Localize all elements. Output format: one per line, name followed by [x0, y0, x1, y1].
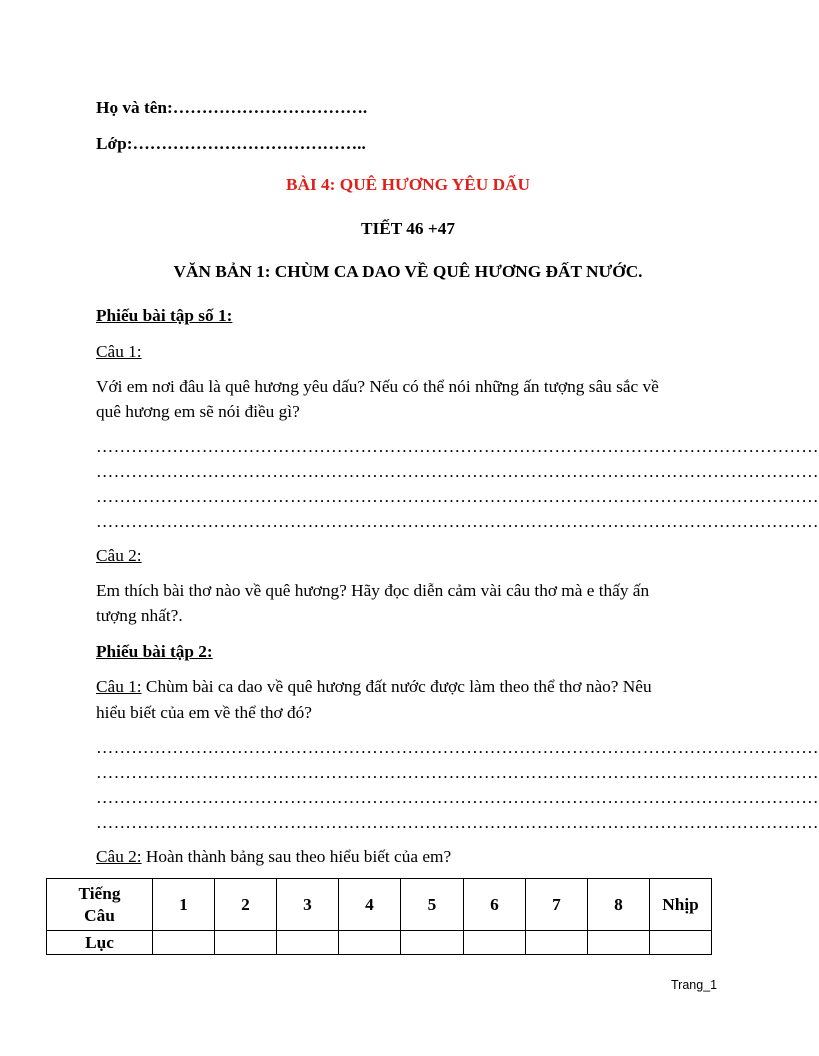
lesson-title: BÀI 4: QUÊ HƯƠNG YÊU DẤU [285, 175, 531, 194]
meter-table [46, 878, 712, 955]
sheet2-q1-line1 [96, 676, 652, 698]
answer-line: …………………………………………………………………………………………………………… [96, 512, 819, 531]
table-cell [526, 931, 588, 955]
header-label-tieng: Tiếng [78, 883, 121, 903]
class-line: Lớp:………………………………….. [96, 134, 366, 153]
table-col-header: 6 [464, 879, 526, 931]
sheet1-q1-text-line2: quê hương em sẽ nói điều gì? [96, 402, 300, 421]
sheet2-q1-label: Câu 1: [96, 677, 142, 696]
answer-line: …………………………………………………………………………………………………………… [96, 763, 819, 782]
sheet2-q1-text-line1: Chùm bài ca dao về quê hương đất nước được làm theo thể thơ nào? Nêu [141, 677, 652, 696]
answer-line: …………………………………………………………………………………………………………… [96, 788, 819, 807]
sheet2-q2-text: Hoàn thành bảng sau theo hiểu biết của em? [141, 847, 452, 866]
table-col-header: Nhịp [650, 879, 712, 931]
sheet2-q2-label: Câu 2: [96, 847, 142, 866]
table-header-label [47, 879, 153, 931]
sheet2-title: Phiếu bài tập 2: [96, 642, 213, 661]
table-row-label: Lục [47, 931, 153, 955]
table-col-header: 8 [588, 879, 650, 931]
table-row [47, 931, 712, 955]
table-col-header: 2 [215, 879, 277, 931]
table-cell [277, 931, 339, 955]
table-col-header: 5 [401, 879, 464, 931]
answer-line: …………………………………………………………………………………………………………… [96, 487, 819, 506]
sheet1-q2-label: Câu 2: [96, 546, 142, 565]
student-name-line: Họ và tên:……………………………. [96, 98, 368, 117]
table-cell [153, 931, 215, 955]
sheet1-q2-text-line2: tượng nhất?. [96, 606, 183, 625]
period-title: TIẾT 46 +47 [360, 219, 456, 238]
table-header-row [47, 879, 712, 931]
sheet1-q1-text-line1: Với em nơi đâu là quê hương yêu dấu? Nếu có thể nói những ấn tượng sâu sắc về [96, 377, 659, 396]
table-cell [464, 931, 526, 955]
answer-line: …………………………………………………………………………………………………………… [96, 813, 819, 832]
sheet2-q1-text-line2: hiểu biết của em về thể thơ đó? [96, 703, 312, 722]
sheet1-q1-label: Câu 1: [96, 342, 142, 361]
table-col-header: 3 [277, 879, 339, 931]
sheet1-q2-text-line1: Em thích bài thơ nào về quê hương? Hãy đọc diễn cảm vài câu thơ mà e thấy ấn [96, 581, 650, 600]
answer-line: …………………………………………………………………………………………………………… [96, 437, 819, 456]
answer-line: …………………………………………………………………………………………………………… [96, 462, 819, 481]
table-cell [215, 931, 277, 955]
table-cell [588, 931, 650, 955]
table-cell [650, 931, 712, 955]
sheet2-q2-line [96, 846, 451, 868]
header-label-cau: Câu [84, 905, 115, 925]
text-title: VĂN BẢN 1: CHÙM CA DAO VỀ QUÊ HƯƠNG ĐẤT NƯỚC. [173, 262, 643, 281]
table-cell [339, 931, 401, 955]
table-col-header: 1 [153, 879, 215, 931]
table-cell [401, 931, 464, 955]
table-col-header: 4 [339, 879, 401, 931]
answer-line: …………………………………………………………………………………………………………… [96, 738, 819, 757]
table-col-header: 7 [526, 879, 588, 931]
page-number: Trang_1 [671, 978, 718, 992]
sheet1-title: Phiếu bài tập số 1: [96, 306, 233, 325]
